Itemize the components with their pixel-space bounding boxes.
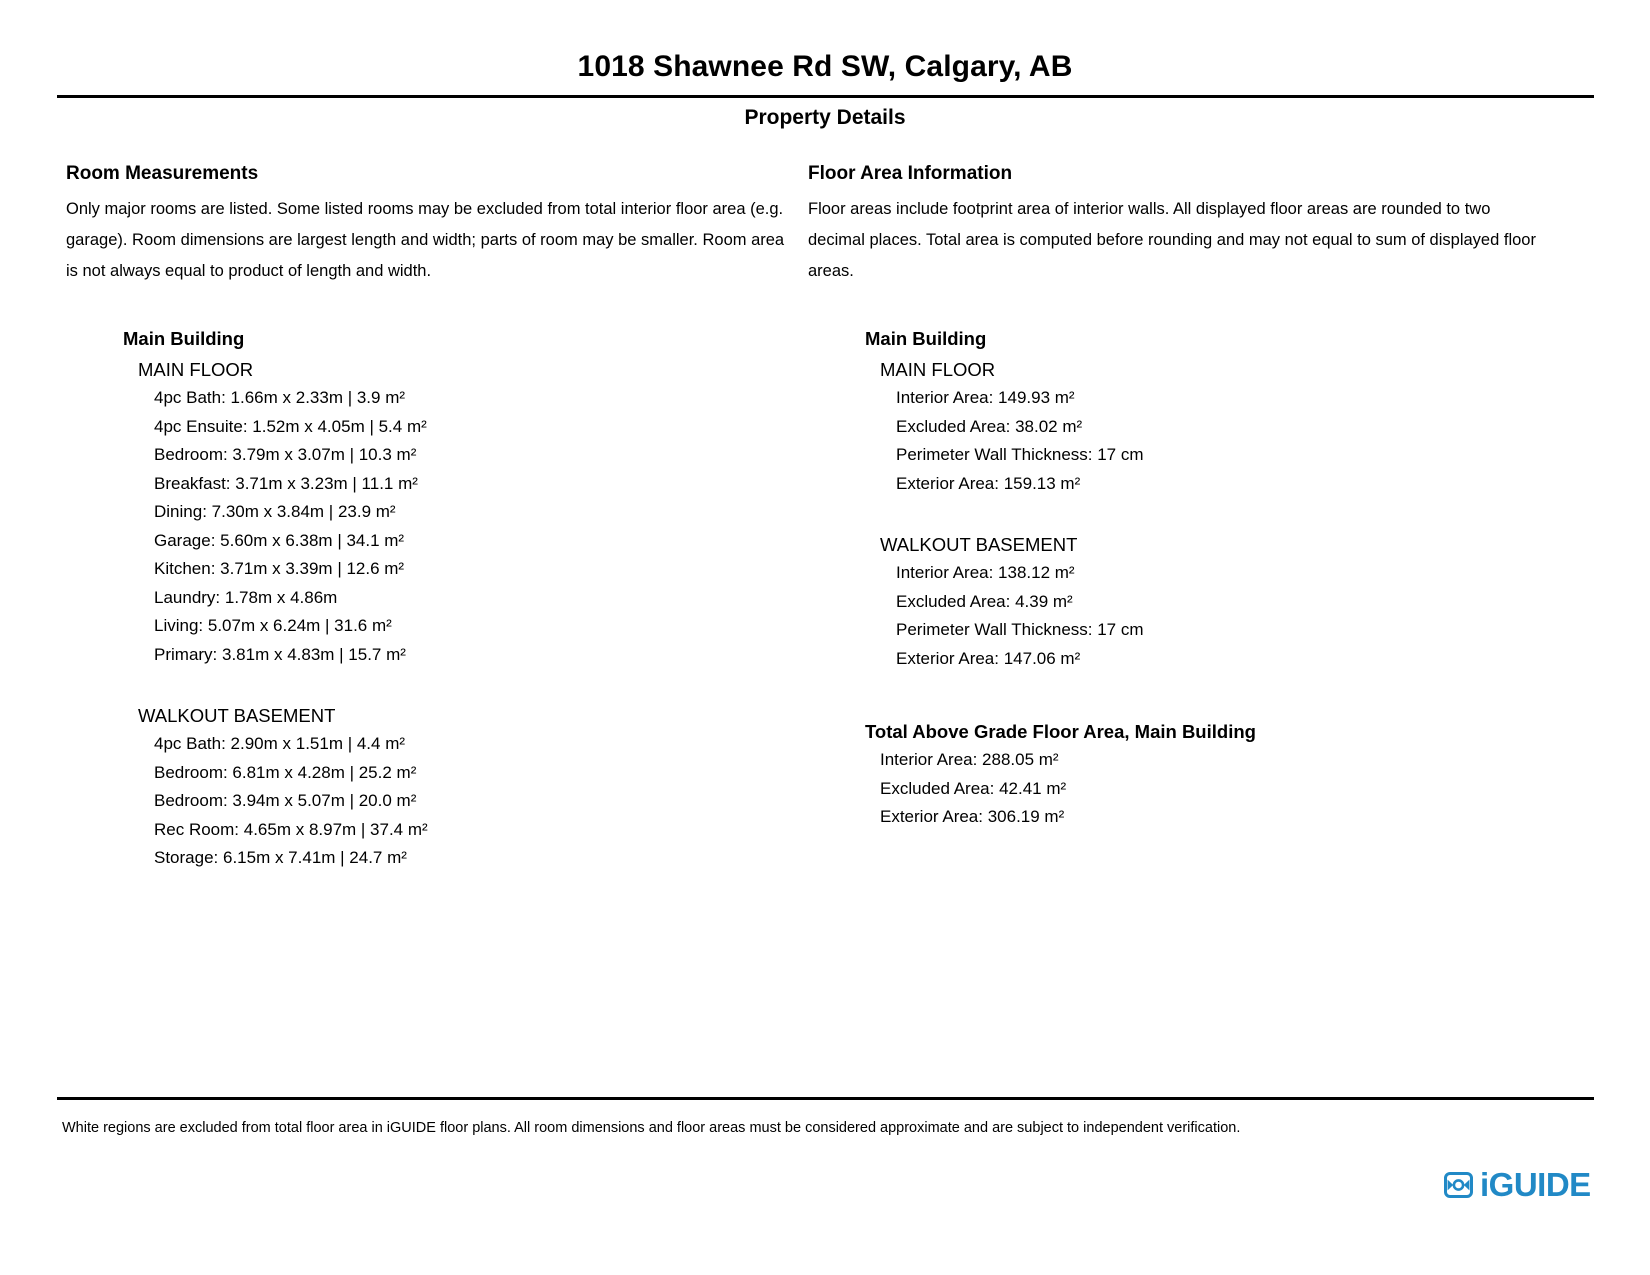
footer-divider: [57, 1097, 1594, 1100]
iguide-logo: [1443, 1168, 1591, 1202]
page-subtitle: Property Details: [744, 106, 906, 129]
room-item: Garage: 5.60m x 6.38m | 34.1 m²: [154, 530, 405, 550]
building-label-right: Main Building: [865, 328, 987, 349]
area-item: Excluded Area: 4.39 m²: [896, 591, 1073, 611]
room-item: Kitchen: 3.71m x 3.39m | 12.6 m²: [154, 559, 405, 578]
area-item: Exterior Area: 147.06 m²: [896, 648, 1081, 668]
floor-group-walkout-basement-areas: [808, 530, 1538, 673]
total-item: Interior Area: 288.05 m²: [880, 750, 1059, 769]
footer-disclaimer: White regions are excluded from total floor area in iGUIDE floor plans. All room dimensions and floor areas must be considered approximate and are subject to independent verification.: [62, 1120, 1241, 1136]
floor-group-main-floor-rooms: [66, 355, 796, 669]
room-item: Living: 5.07m x 6.24m | 31.6 m²: [154, 616, 392, 635]
floor-area-heading: Floor Area Information: [808, 163, 1013, 184]
room-measurements-intro: Only major rooms are listed. Some listed rooms may be excluded from total interior floor area (e.g. garage). Room dimensions are largest length and width; parts of room may be smaller. Room area is not always equal to product of length and width.: [66, 200, 785, 280]
iguide-wordmark: iGUIDE: [1480, 1166, 1591, 1203]
floor-area-intro: Floor areas include footprint area of interior walls. All displayed floor areas are rounded to two decimal places. Total area is computed before rounding and may not equal to sum of displayed floor areas.: [808, 200, 1536, 280]
total-item: Exterior Area: 306.19 m²: [880, 807, 1065, 826]
page-title: 1018 Shawnee Rd SW, Calgary, AB: [577, 50, 1073, 83]
room-item: Dining: 7.30m x 3.84m | 23.9 m²: [154, 502, 396, 521]
area-item: Perimeter Wall Thickness: 17 cm: [896, 445, 1144, 464]
floor-label-walkout-basement-area: WALKOUT BASEMENT: [880, 534, 1078, 555]
area-item: Excluded Area: 38.02 m²: [896, 416, 1083, 436]
area-item: Interior Area: 138.12 m²: [896, 563, 1075, 582]
area-item: Exterior Area: 159.13 m²: [896, 473, 1081, 493]
floor-group-main-floor-areas: [808, 355, 1538, 498]
area-item: Perimeter Wall Thickness: 17 cm: [896, 620, 1144, 639]
room-measurements-column: [66, 162, 796, 873]
area-item: Interior Area: 149.93 m²: [896, 388, 1075, 407]
room-item: Primary: 3.81m x 4.83m | 15.7 m²: [154, 644, 406, 664]
room-item: Storage: 6.15m x 7.41m | 24.7 m²: [154, 848, 407, 867]
section-spacer: [808, 498, 1538, 528]
total-item: Excluded Area: 42.41 m²: [880, 778, 1067, 798]
room-measurements-heading: Room Measurements: [66, 163, 259, 184]
floor-label-main-floor-area: MAIN FLOOR: [880, 359, 996, 380]
room-item: 4pc Bath: 2.90m x 1.51m | 4.4 m²: [154, 734, 406, 753]
room-item: Breakfast: 3.71m x 3.23m | 11.1 m²: [154, 473, 418, 493]
room-item: Bedroom: 3.79m x 3.07m | 10.3 m²: [154, 445, 417, 464]
title-divider: [57, 95, 1594, 98]
room-item: 4pc Bath: 1.66m x 2.33m | 3.9 m²: [154, 388, 406, 407]
panorama-camera-icon: [1443, 1168, 1477, 1202]
total-above-grade-heading: Total Above Grade Floor Area, Main Building: [865, 721, 1256, 742]
total-above-grade-block: [808, 717, 1538, 832]
room-item: Bedroom: 3.94m x 5.07m | 20.0 m²: [154, 791, 417, 810]
floor-area-tree: [808, 324, 1538, 832]
room-item: Rec Room: 4.65m x 8.97m | 37.4 m²: [154, 819, 428, 839]
floor-area-information-column: [808, 162, 1538, 832]
floor-group-walkout-basement-rooms: [66, 701, 796, 873]
room-item: Laundry: 1.78m x 4.86m: [154, 587, 338, 607]
room-measurements-tree: [66, 324, 796, 873]
room-item: 4pc Ensuite: 1.52m x 4.05m | 5.4 m²: [154, 416, 427, 436]
building-label-left: Main Building: [123, 328, 245, 349]
section-spacer: [66, 669, 796, 699]
room-item: Bedroom: 6.81m x 4.28m | 25.2 m²: [154, 762, 417, 782]
floor-label-walkout-basement: WALKOUT BASEMENT: [138, 705, 336, 726]
floor-label-main-floor: MAIN FLOOR: [138, 359, 254, 380]
